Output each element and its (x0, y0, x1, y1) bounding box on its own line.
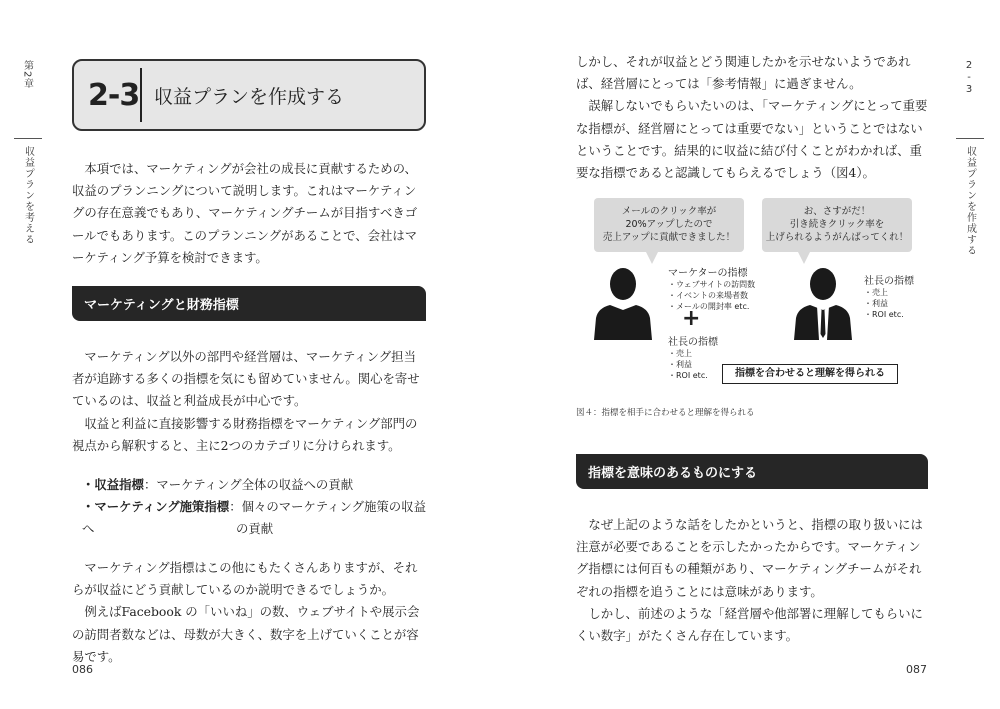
right-para-1-text: しかし、それが収益とどう関連したかを示せないようであれば、経営層にとっては「参考情報」に過ぎません。 (576, 54, 911, 92)
bullet-1-term: ・収益指標 (82, 477, 144, 492)
heading-text: マーケティングと財務指標 (84, 298, 239, 313)
bubble-left-line-2: 20%アップしたので (625, 219, 713, 230)
ceo-metric-item: ・ROI etc. (668, 371, 708, 380)
bubble-right-line-2: 引き続きクリック率を (789, 219, 885, 230)
intro-paragraph (72, 158, 428, 269)
section-separator (140, 68, 142, 122)
marketer-metric-item: ・ウェブサイトの訪問数 (668, 280, 756, 289)
intro-text: 本項では、マーケティングが会社の成長に貢献するための、収益のプランニングについて説明します。これはマーケティングの存在意義でもあり、マーケティングチームが目指すべきゴールでもあります。このプランニングがあることで、会社はマーケティング予算を検討できます。 (72, 161, 418, 265)
ceo-metric-item: ・売上 (864, 288, 888, 297)
side-title (18, 146, 38, 245)
side-divider (956, 138, 984, 139)
page-number-left: 086 (72, 663, 93, 676)
chapter-tab-num-2: 3 (965, 84, 973, 95)
para-2-text: 収益と利益に直接影響する財務指標をマーケティング部門の視点から解釈すると、主に2つのカテゴリに分けられます。 (72, 415, 418, 453)
bubble-left-line-3: 売上アップに貢献できました！ (602, 232, 736, 243)
heading-text: 指標を意味のあるものにする (588, 466, 758, 481)
para-3-text: マーケティング指標はこの他にもたくさんありますが、それらが収益にどう貢献しているのか説明できるでしょうか。 (72, 560, 418, 598)
speech-bubble-tail (646, 252, 658, 264)
page-number-right: 087 (906, 663, 927, 676)
side-divider (14, 138, 42, 139)
section-title-box (72, 59, 426, 131)
heading-meaningful-metrics (576, 454, 928, 489)
figure-caption: 図４：指標を相手に合わせると理解を得られる (576, 408, 755, 418)
plus-icon: + (682, 306, 701, 331)
section-number: 2-3 (88, 77, 140, 113)
right-body-paragraph-2 (576, 514, 932, 647)
section-title: 収益プランを作成する (154, 85, 345, 108)
para-4-text: 例えばFacebook の「いいね」の数、ウェブサイトや展示会の訪問者数などは、母数が大きく、数字を上げていくことが容易です。 (72, 604, 420, 664)
side-title (960, 146, 980, 256)
result-box: 指標を合わせると理解を得られる (722, 364, 898, 384)
bullet-2-term: ・マーケティング施策指標 (82, 499, 230, 514)
body-paragraph-1 (72, 346, 428, 457)
bubble-left-line-1: メールのクリック率が (621, 206, 717, 217)
right-body-paragraph-1 (576, 51, 932, 184)
bullet-revenue-metrics (82, 474, 428, 496)
bullet-1-desc: ：マーケティング全体の収益への貢献 (143, 477, 354, 492)
right-para-4-text: しかし、前述のような「経営層や他部署に理解してもらいにくい数字」がたくさん存在しています。 (576, 605, 923, 644)
ceo-metric-item: ・利益 (668, 360, 692, 369)
right-para-2-text: 誤解しないでもらいたいのは、「マーケティングにとって重要な指標が、経営層にとっては重要でない」ということではないということです。結果的に収益に結び付くことがわかれば、重要な指標であると認識してもらえるでしょう（図4）。 (576, 98, 928, 181)
bullet-2-desc: ：個々のマーケティング施策の収益へ (82, 499, 426, 537)
ceo-silhouette-icon (788, 264, 858, 340)
speech-bubble-ceo (762, 198, 912, 252)
marketer-metrics (668, 264, 778, 312)
chapter-section-tab (956, 60, 982, 96)
chapter-tab-dash: - (967, 72, 971, 83)
speech-bubble-marketer (594, 198, 744, 252)
para-1-text: マーケティング以外の部門や経営層は、マーケティング担当者が追跡する多くの指標を気にも留めていません。関心を寄せているのは、収益と利益成長が中心です。 (72, 349, 420, 409)
marketer-metric-item: ・メールの開封率 etc. (668, 302, 750, 311)
ceo-metric-item: ・売上 (668, 349, 692, 358)
heading-marketing-finance (72, 286, 426, 321)
chapter-tab-label: 第2章 (21, 60, 33, 90)
body-paragraph-2 (72, 557, 428, 668)
chapter-tab (14, 60, 40, 89)
bullet-2-desc-cont: の貢献 (236, 521, 274, 536)
marketer-metric-item: ・イベントの来場者数 (668, 291, 748, 300)
side-title-text: 収益プランを考える (22, 146, 34, 245)
marketer-silhouette-icon (588, 264, 658, 340)
ceo-metrics-title: 社長の指標 (864, 276, 914, 287)
bubble-right-line-3: 上げられるようがんばってくれ！ (765, 232, 909, 243)
figure-4 (576, 196, 936, 396)
marketer-metrics-title: マーケターの指標 (668, 268, 748, 279)
ceo-metrics-title: 社長の指標 (668, 337, 718, 348)
bullet-campaign-metrics-cont (236, 518, 416, 540)
chapter-tab-num-1: 2 (965, 60, 973, 71)
ceo-metrics-right (864, 272, 934, 320)
speech-bubble-tail (798, 252, 810, 264)
ceo-metric-item: ・利益 (864, 299, 888, 308)
right-para-3-text: なぜ上記のような話をしたかというと、指標の取り扱いには注意が必要であることを示したかったからです。マーケティング指標には何百もの種類があり、マーケティングチームがそれぞれの指標を追うことには意味があります。 (576, 517, 923, 599)
ceo-metric-item: ・ROI etc. (864, 310, 904, 319)
bubble-right-line-1: お、さすがだ！ (803, 206, 871, 217)
side-title-text: 収益プランを作成する (964, 146, 976, 256)
